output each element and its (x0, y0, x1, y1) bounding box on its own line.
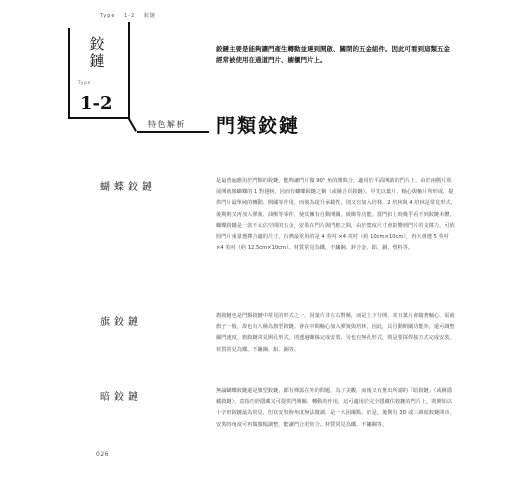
section-title: 門類鉸鏈 (216, 115, 301, 137)
item-label-butterfly-hinge: 蝴蝶鉸鏈 (100, 182, 156, 193)
item-label-concealed-hinge: 暗鉸鏈 (100, 392, 142, 403)
chapter-frame-bottom-rule (68, 117, 130, 119)
running-header-number: 1-2 (124, 13, 136, 19)
item-body-flag-hinge: 旗鉸鏈也是門類鉸鏈中常見的形式之一，因葉片非左右對稱，而是上下分開，並且葉片會隨著軸心，需就旗子一般，故也有人稱為旗型鉸鏈。會在中間軸心加入彈簧與培林，因此，具自動開關功能外，還可調整關門速度。旗鉸鏈常見開孔形式，則透過螺絲完成安裝，另也有無孔形式，則是要採焊接方式完成安裝。材質常見為鐵、不鏽鋼、鋁、銅等。 (216, 313, 455, 353)
chapter-number: 1-2 (80, 93, 113, 114)
chapter-frame-left-rule (68, 28, 70, 118)
item-body-butterfly-hinge: 是最普遍應用於門類的鉸鏈，能夠讓門片做 90° 角的開與合，適用於平面開啟的門片上，由於兩側片狀展開就像蝴蝶的 1 對翅膀，因而有蝴蝶鉸鏈之稱（或稱合頁鉸鏈）。早先以葉片、軸心與軸片所形成，提供門片最單純的轉動、開關等作用，而後為提升承載性，則又有加入培林，2 培林與 4 培林是常見形式，後期則又再加入彈簧、油壓等零件，使其擁有自動開關、緩衝等功能。當門扣上時幾乎看不到鉸鏈本體，蝴蝶鉸鏈是一款不太佔空間的五金，安裝在門片與門框之間，由於寬度尺寸會影響到門片的支撐力，可依照門片重量選擇合適的尺寸，台灣最常用的是 4 英吋 ×4 英吋（約 10cm×10cm），再大會選 5 英吋 ×4 英吋（約 12.5cm×10cm）。材質常見為鐵、不鏽鋼、鋅合金、鋁、銅、塑料等。 (216, 178, 456, 252)
chapter-type-label: Type (78, 80, 92, 85)
running-header (100, 12, 162, 19)
running-header-title: 鉸鏈 (143, 13, 156, 19)
chapter-title: 鉸鏈 (89, 35, 105, 70)
chapter-frame-right-rule (128, 22, 130, 118)
item-label-flag-hinge: 旗鉸鏈 (100, 317, 142, 328)
page-number: 026 (96, 451, 109, 458)
intro-paragraph: 鉸鏈主要是能夠讓門產生轉動並達到開啟、關閉的五金組件。因此可看到這類五金經常被使用在通道門片、櫥櫃門片上。 (216, 45, 450, 64)
chapter-frame-diagonal-rule (127, 117, 137, 132)
subtitle-underline (137, 131, 209, 133)
chapter-subtitle: 特色解析 (148, 120, 186, 129)
item-body-concealed-hinge: 無論蝴蝶鉸鏈還是旗型鉸鏈，都有裸露在外的問題，為了美觀，而後又有推出所謂的「暗鉸鏈」（或稱隱藏鉸鏈），意指巧妙隱藏又可提供門開關、轉動的作用，這可適用於完全隱藏住鉸鏈的門片上，則開始以十字形鉸鏈最為常見，但其安裝時角度無法微調，是一大困擾點，於是，後期有 3D 或三維暗鉸鏈問市，安裝時角度可再做微幅調整，能讓門合更密合。材質常見為鐵、不鏽鋼等。 (216, 388, 455, 428)
running-header-type: Type (100, 13, 116, 19)
